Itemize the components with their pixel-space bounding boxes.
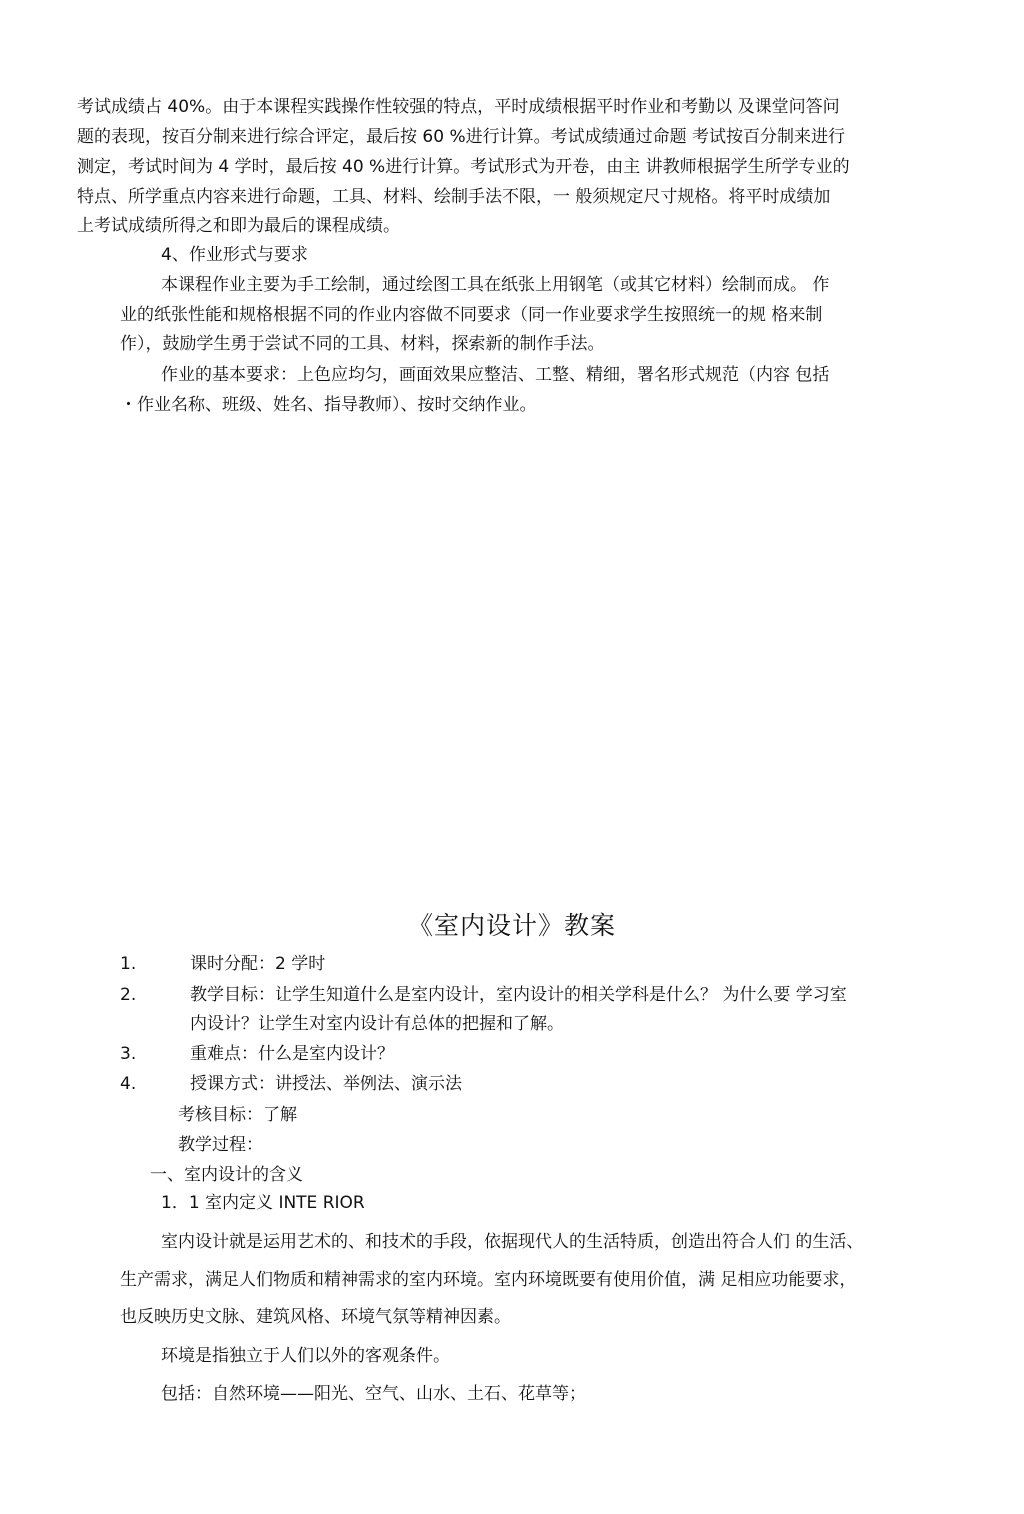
para2-line2: 业的纸张性能和规格根据不同的作业内容做不同要求（同一作业要求学生按照统一的规 格来制: [120, 305, 823, 325]
lesson-plan-title: 《室内设计》教案: [407, 911, 616, 940]
s2-para1-line2: 生产需求，满足人们物质和精神需求的室内环境。室内环境既要有使用价值，满 足相应功能要求，: [120, 1270, 857, 1290]
s2-para3: 包括：自然环境——阳光、空气、山水、土石、花草等；: [161, 1384, 586, 1404]
para1-line5: 上考试成绩所得之和即为最后的课程成绩。: [77, 216, 400, 236]
para2-line1: 本课程作业主要为手工绘制，通过绘图工具在纸张上用钢笔（或其它材料）绘制而成。 作: [161, 275, 830, 295]
item-text-1: 课时分配：2 学时: [190, 954, 326, 974]
para1-line2: 题的表现，按百分制来进行综合评定，最后按 60 %进行计算。考试成绩通过命题 考试按百分制来进行: [77, 127, 845, 147]
para3-line2: ・作业名称、班级、姓名、指导教师）、按时交纳作业。: [120, 395, 537, 415]
para2-line3: 作），鼓励学生勇于尝试不同的工具、材料，探索新的制作手法。: [120, 334, 605, 354]
para1-line1: 考试成绩占 40%。由于本课程实践操作性较强的特点，平时成绩根据平时作业和考勤以 及课堂问答问: [77, 97, 840, 117]
item-text-3: 重难点：什么是室内设计？: [190, 1044, 394, 1064]
item-number-2: 2.: [120, 985, 137, 1005]
teaching-process: 教学过程：: [178, 1135, 263, 1155]
heading-4: 4、作业形式与要求: [161, 245, 308, 265]
assessment-goal: 考核目标：了解: [178, 1105, 297, 1125]
s2-para1-line3: 也反映历史文脉、建筑风格、环境气氛等精神因素。: [120, 1307, 511, 1327]
para1-line4: 特点、所学重点内容来进行命题，工具、材料、绘制手法不限，一 般须规定尺寸规格。将平时成绩加: [77, 187, 831, 207]
item-number-1: 1.: [120, 954, 137, 974]
heading-1: 一、室内设计的含义: [150, 1165, 303, 1185]
item-number-4: 4.: [120, 1074, 137, 1094]
s2-para2: 环境是指独立于人们以外的客观条件。: [161, 1346, 450, 1366]
item-text-2-cont: 内设计？让学生对室内设计有总体的把握和了解。: [190, 1014, 564, 1034]
item-text-4: 授课方式：讲授法、举例法、演示法: [190, 1074, 462, 1094]
item-number-3: 3.: [120, 1044, 137, 1064]
subheading-1-1: 1．1 室内定义 INTE RIOR: [161, 1193, 365, 1213]
item-text-2: 教学目标：让学生知道什么是室内设计，室内设计的相关学科是什么？ 为什么要 学习室: [190, 985, 847, 1005]
para3-line1: 作业的基本要求：上色应均匀，画面效果应整洁、工整、精细，署名形式规范（内容 包括: [161, 365, 830, 385]
para1-line3: 测定，考试时间为 4 学时，最后按 40 %进行计算。考试形式为开卷，由主 讲教师根据学生所学专业的: [77, 157, 850, 177]
s2-para1-line1: 室内设计就是运用艺术的、和技术的手段，依据现代人的生活特质，创造出符合人们 的生活、: [161, 1232, 864, 1252]
